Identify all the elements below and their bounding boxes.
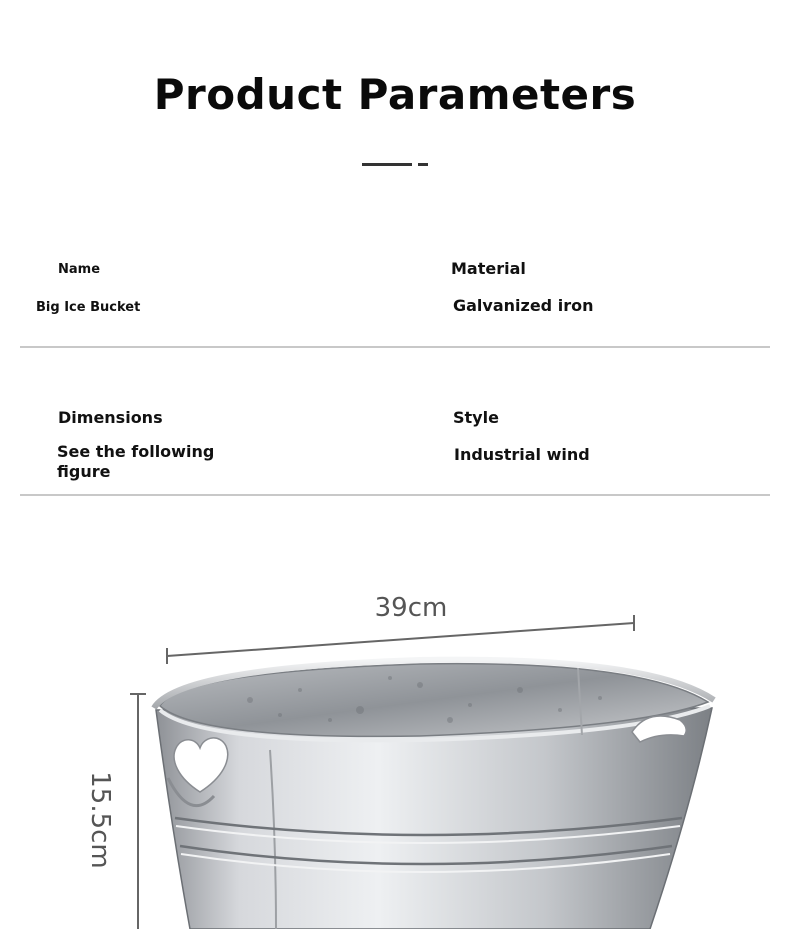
- title-underline-long: [362, 163, 412, 166]
- title-underline-short: [418, 163, 428, 166]
- row-divider-1: [20, 346, 770, 348]
- material-label: Material: [451, 259, 526, 278]
- name-value: Big Ice Bucket: [36, 300, 141, 315]
- height-dimension-line: [130, 694, 146, 929]
- style-value: Industrial wind: [454, 445, 590, 464]
- name-label: Name: [58, 262, 101, 277]
- ice-bucket-figure: [0, 560, 790, 929]
- material-value: Galvanized iron: [453, 296, 594, 315]
- page-title: Product Parameters: [153, 70, 637, 119]
- dimensions-value: See the following figure: [57, 442, 215, 481]
- height-label: 15.5cm: [85, 771, 115, 869]
- style-label: Style: [453, 408, 499, 427]
- ice-bucket-illustration: [0, 560, 790, 929]
- width-label: 39cm: [374, 593, 448, 623]
- row-divider-2: [20, 494, 770, 496]
- dimensions-label: Dimensions: [58, 408, 163, 427]
